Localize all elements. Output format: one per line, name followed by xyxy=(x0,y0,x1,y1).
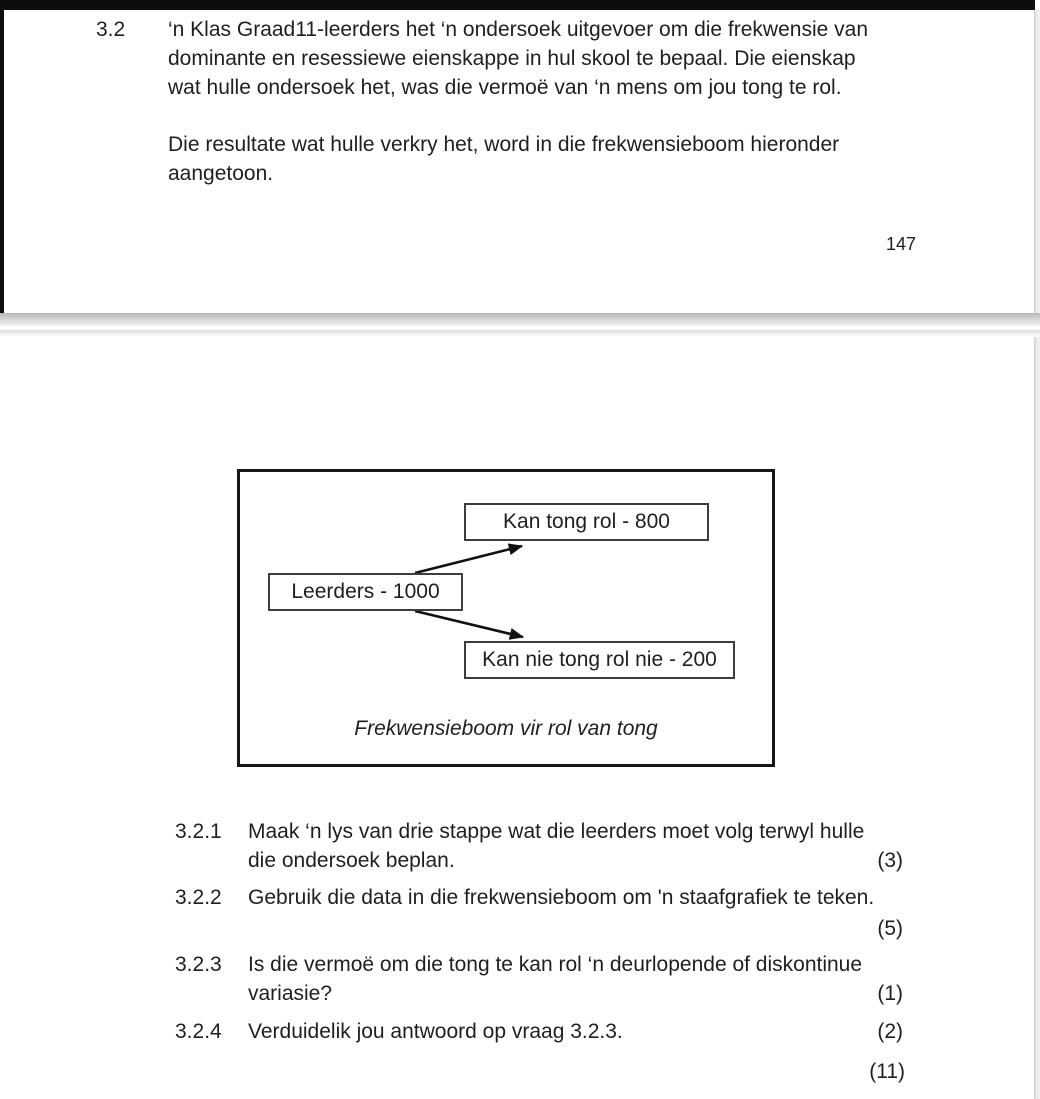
total-marks: (11) xyxy=(869,1060,905,1083)
question-line: die ondersoek beplan. xyxy=(248,849,455,872)
question-number-3-2-1: 3.2.1 xyxy=(175,820,222,843)
intro-line: ‘n Klas Graad11-leerders het ‘n ondersoek uitgevoer om die frekwensie van xyxy=(168,18,868,41)
question-number-3-2-4: 3.2.4 xyxy=(175,1020,222,1043)
question-line: variasie? xyxy=(248,982,333,1005)
results-paragraph xyxy=(168,130,839,188)
results-line: aangetoon. xyxy=(168,162,274,185)
figure-caption: Frekwensieboom vir rol van tong xyxy=(354,717,658,740)
question-3-2-number: 3.2 xyxy=(96,18,126,41)
left-scan-border xyxy=(0,0,4,313)
node-learners-total: Leerders - 1000 xyxy=(268,573,463,611)
frequency-tree-figure xyxy=(237,469,775,767)
question-line: Maak ‘n lys van drie stappe wat die leerders moet volg terwyl hulle xyxy=(248,820,865,843)
marks-3-2-3: (1) xyxy=(877,982,903,1005)
question-line: Is die vermoë om die tong te kan rol ‘n deurlopende of diskontinue xyxy=(248,953,863,976)
question-3-2-intro-paragraph xyxy=(168,15,868,102)
marks-3-2-1: (3) xyxy=(877,849,903,872)
marks-3-2-2: (5) xyxy=(877,917,903,940)
question-line: Gebruik die data in die frekwensieboom om 'n staafgrafiek te teken. xyxy=(248,886,875,909)
top-scan-border xyxy=(0,0,1035,10)
question-text-3-2-2 xyxy=(248,883,874,912)
question-text-3-2-1 xyxy=(248,817,864,875)
question-text-3-2-4 xyxy=(248,1017,623,1046)
intro-line: dominante en resessiewe eienskappe in hul skool te bepaal. Die eienskap xyxy=(168,47,856,70)
results-line: Die resultate wat hulle verkry het, word in die frekwensieboom hieronder xyxy=(168,133,840,156)
page-number: 147 xyxy=(886,234,917,254)
node-cannot-roll-tongue: Kan nie tong rol nie - 200 xyxy=(464,641,735,679)
question-line: Verduidelik jou antwoord op vraag 3.2.3. xyxy=(248,1020,623,1043)
node-can-roll-tongue: Kan tong rol - 800 xyxy=(464,503,709,541)
question-number-3-2-2: 3.2.2 xyxy=(175,886,222,909)
marks-3-2-4: (2) xyxy=(877,1020,903,1043)
viewer-right-edge xyxy=(1034,10,1040,1099)
intro-line: wat hulle ondersoek het, was die vermoë van ‘n mens om jou tong te rol. xyxy=(168,76,842,99)
question-text-3-2-3 xyxy=(248,950,862,1008)
page-break-shadow xyxy=(0,313,1040,337)
question-number-3-2-3: 3.2.3 xyxy=(175,953,222,976)
